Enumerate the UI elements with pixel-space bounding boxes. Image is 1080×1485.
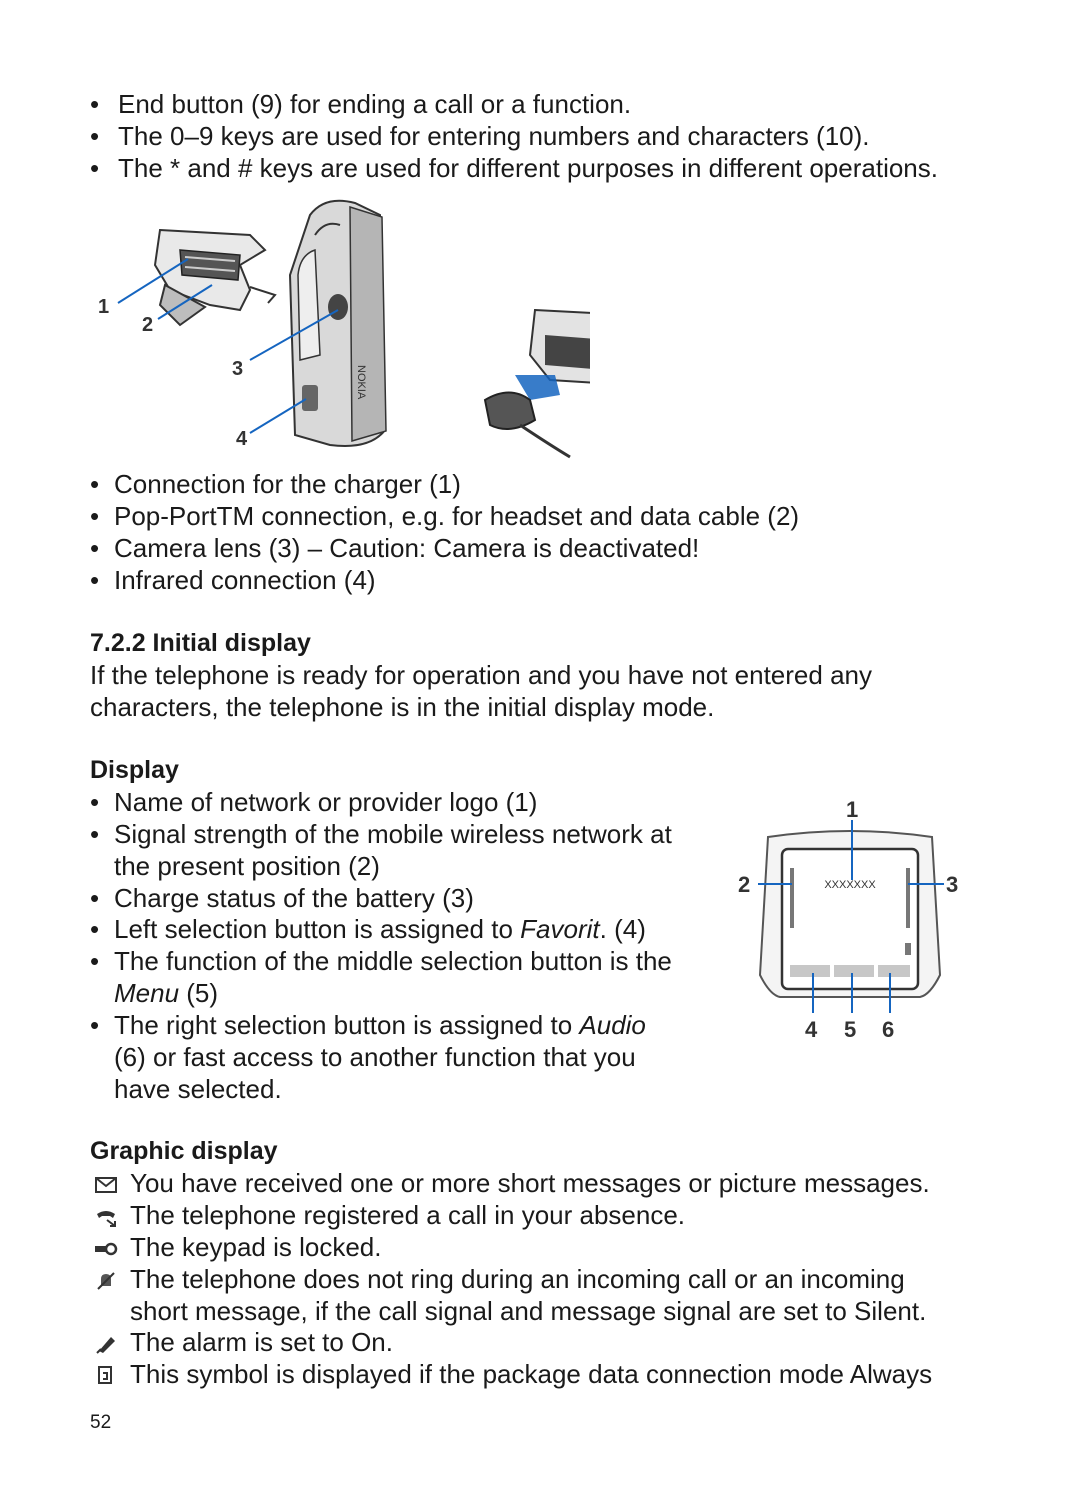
display-callout-6: 6 bbox=[882, 1017, 895, 1042]
display-bullet-5-suffix: (5) bbox=[179, 978, 219, 1008]
display-bullet-6-line1 bbox=[114, 1009, 646, 1041]
graphic-item-4-line2: short message, if the call signal and message signal are set to Silent. bbox=[130, 1296, 927, 1326]
phone-brand: NOKIA bbox=[355, 365, 367, 400]
popport-plug-illustration bbox=[485, 310, 590, 457]
bullet-dot: • bbox=[90, 1010, 100, 1040]
display-diagram bbox=[730, 795, 970, 1045]
display-callout-2: 2 bbox=[738, 872, 751, 897]
bullet-dot: • bbox=[90, 565, 100, 595]
bullet-dot: • bbox=[90, 787, 100, 817]
display-callout-3: 3 bbox=[946, 872, 959, 897]
graphic-item-6: This symbol is displayed if the package data connection mode Always bbox=[130, 1359, 933, 1389]
display-bullet-6-line3: have selected. bbox=[114, 1074, 282, 1104]
display-bullet-1: Name of network or provider logo (1) bbox=[114, 787, 538, 817]
bullet-dot: • bbox=[90, 153, 100, 183]
graphic-item-1: You have received one or more short messages or picture messages. bbox=[130, 1168, 930, 1198]
display-bullet-4 bbox=[114, 913, 646, 945]
phone-side-illustration bbox=[290, 201, 386, 446]
top-bullet-2: The 0–9 keys are used for entering numbers and characters (10). bbox=[118, 121, 870, 151]
phone-connections-figure bbox=[90, 195, 590, 465]
favorit-term: Favorit bbox=[520, 914, 600, 944]
intro-line-1: If the telephone is ready for operation and you have not entered any bbox=[90, 660, 872, 690]
bullet-dot: • bbox=[90, 883, 100, 913]
audio-term: Audio bbox=[579, 1010, 646, 1040]
graphic-item-4-line1: The telephone does not ring during an incoming call or an incoming bbox=[130, 1264, 905, 1294]
display-bullet-3: Charge status of the battery (3) bbox=[114, 883, 474, 913]
display-bullet-4-suffix: . (4) bbox=[599, 914, 646, 944]
connection-bullet-1: Connection for the charger (1) bbox=[114, 469, 461, 499]
connector-closeup-illustration bbox=[155, 230, 275, 325]
callout-4: 4 bbox=[236, 428, 248, 450]
missed-call-icon bbox=[93, 1204, 119, 1230]
bullet-dot: • bbox=[90, 946, 100, 976]
section-heading: 7.2.2 Initial display bbox=[90, 629, 311, 657]
display-bullet-2-line1: Signal strength of the mobile wireless network at bbox=[114, 819, 672, 849]
bullet-dot: • bbox=[90, 501, 100, 531]
display-callout-4: 4 bbox=[805, 1017, 818, 1042]
display-bullet-6-line2: (6) or fast access to another function that you bbox=[114, 1042, 636, 1072]
display-callout-5: 5 bbox=[844, 1017, 857, 1042]
bullet-dot: • bbox=[90, 469, 100, 499]
alarm-clock-icon bbox=[93, 1331, 119, 1357]
gprs-icon bbox=[93, 1363, 119, 1389]
display-bullet-5-line2 bbox=[114, 977, 218, 1009]
graphic-item-3: The keypad is locked. bbox=[130, 1232, 382, 1262]
top-bullet-3: The * and # keys are used for different purposes in different operations. bbox=[118, 153, 938, 183]
bullet-dot: • bbox=[90, 89, 100, 119]
graphic-item-2: The telephone registered a call in your absence. bbox=[130, 1200, 686, 1230]
display-bullet-6-text: The right selection button is assigned to bbox=[114, 1010, 580, 1040]
callout-1: 1 bbox=[98, 296, 110, 318]
connection-bullet-2: Pop-PortTM connection, e.g. for headset and data cable (2) bbox=[114, 501, 800, 531]
envelope-icon bbox=[93, 1172, 119, 1198]
intro-line-2: characters, the telephone is in the initial display mode. bbox=[90, 692, 715, 722]
top-bullet-1: End button (9) for ending a call or a function. bbox=[118, 89, 632, 119]
callout-3: 3 bbox=[232, 358, 244, 380]
connection-bullet-3: Camera lens (3) – Caution: Camera is deactivated! bbox=[114, 533, 700, 563]
display-bullet-2-line2: the present position (2) bbox=[114, 851, 380, 881]
graphic-item-5: The alarm is set to On. bbox=[130, 1327, 393, 1357]
display-heading: Display bbox=[90, 756, 179, 784]
display-callout-1: 1 bbox=[846, 797, 859, 822]
screen-provider-text: XXXXXXX bbox=[824, 879, 876, 891]
key-icon bbox=[93, 1236, 119, 1262]
connection-bullet-4: Infrared connection (4) bbox=[114, 565, 376, 595]
bullet-dot: • bbox=[90, 819, 100, 849]
menu-term: Menu bbox=[114, 978, 180, 1008]
graphic-display-heading: Graphic display bbox=[90, 1137, 278, 1165]
display-bullet-5-line1: The function of the middle selection button is the bbox=[114, 946, 672, 976]
callout-2: 2 bbox=[142, 314, 154, 336]
page-number: 52 bbox=[90, 1412, 112, 1433]
display-bullet-4-text: Left selection button is assigned to bbox=[114, 914, 521, 944]
bullet-dot: • bbox=[90, 533, 100, 563]
bullet-dot: • bbox=[90, 121, 100, 151]
bullet-dot: • bbox=[90, 914, 100, 944]
silent-bell-icon bbox=[93, 1268, 119, 1294]
